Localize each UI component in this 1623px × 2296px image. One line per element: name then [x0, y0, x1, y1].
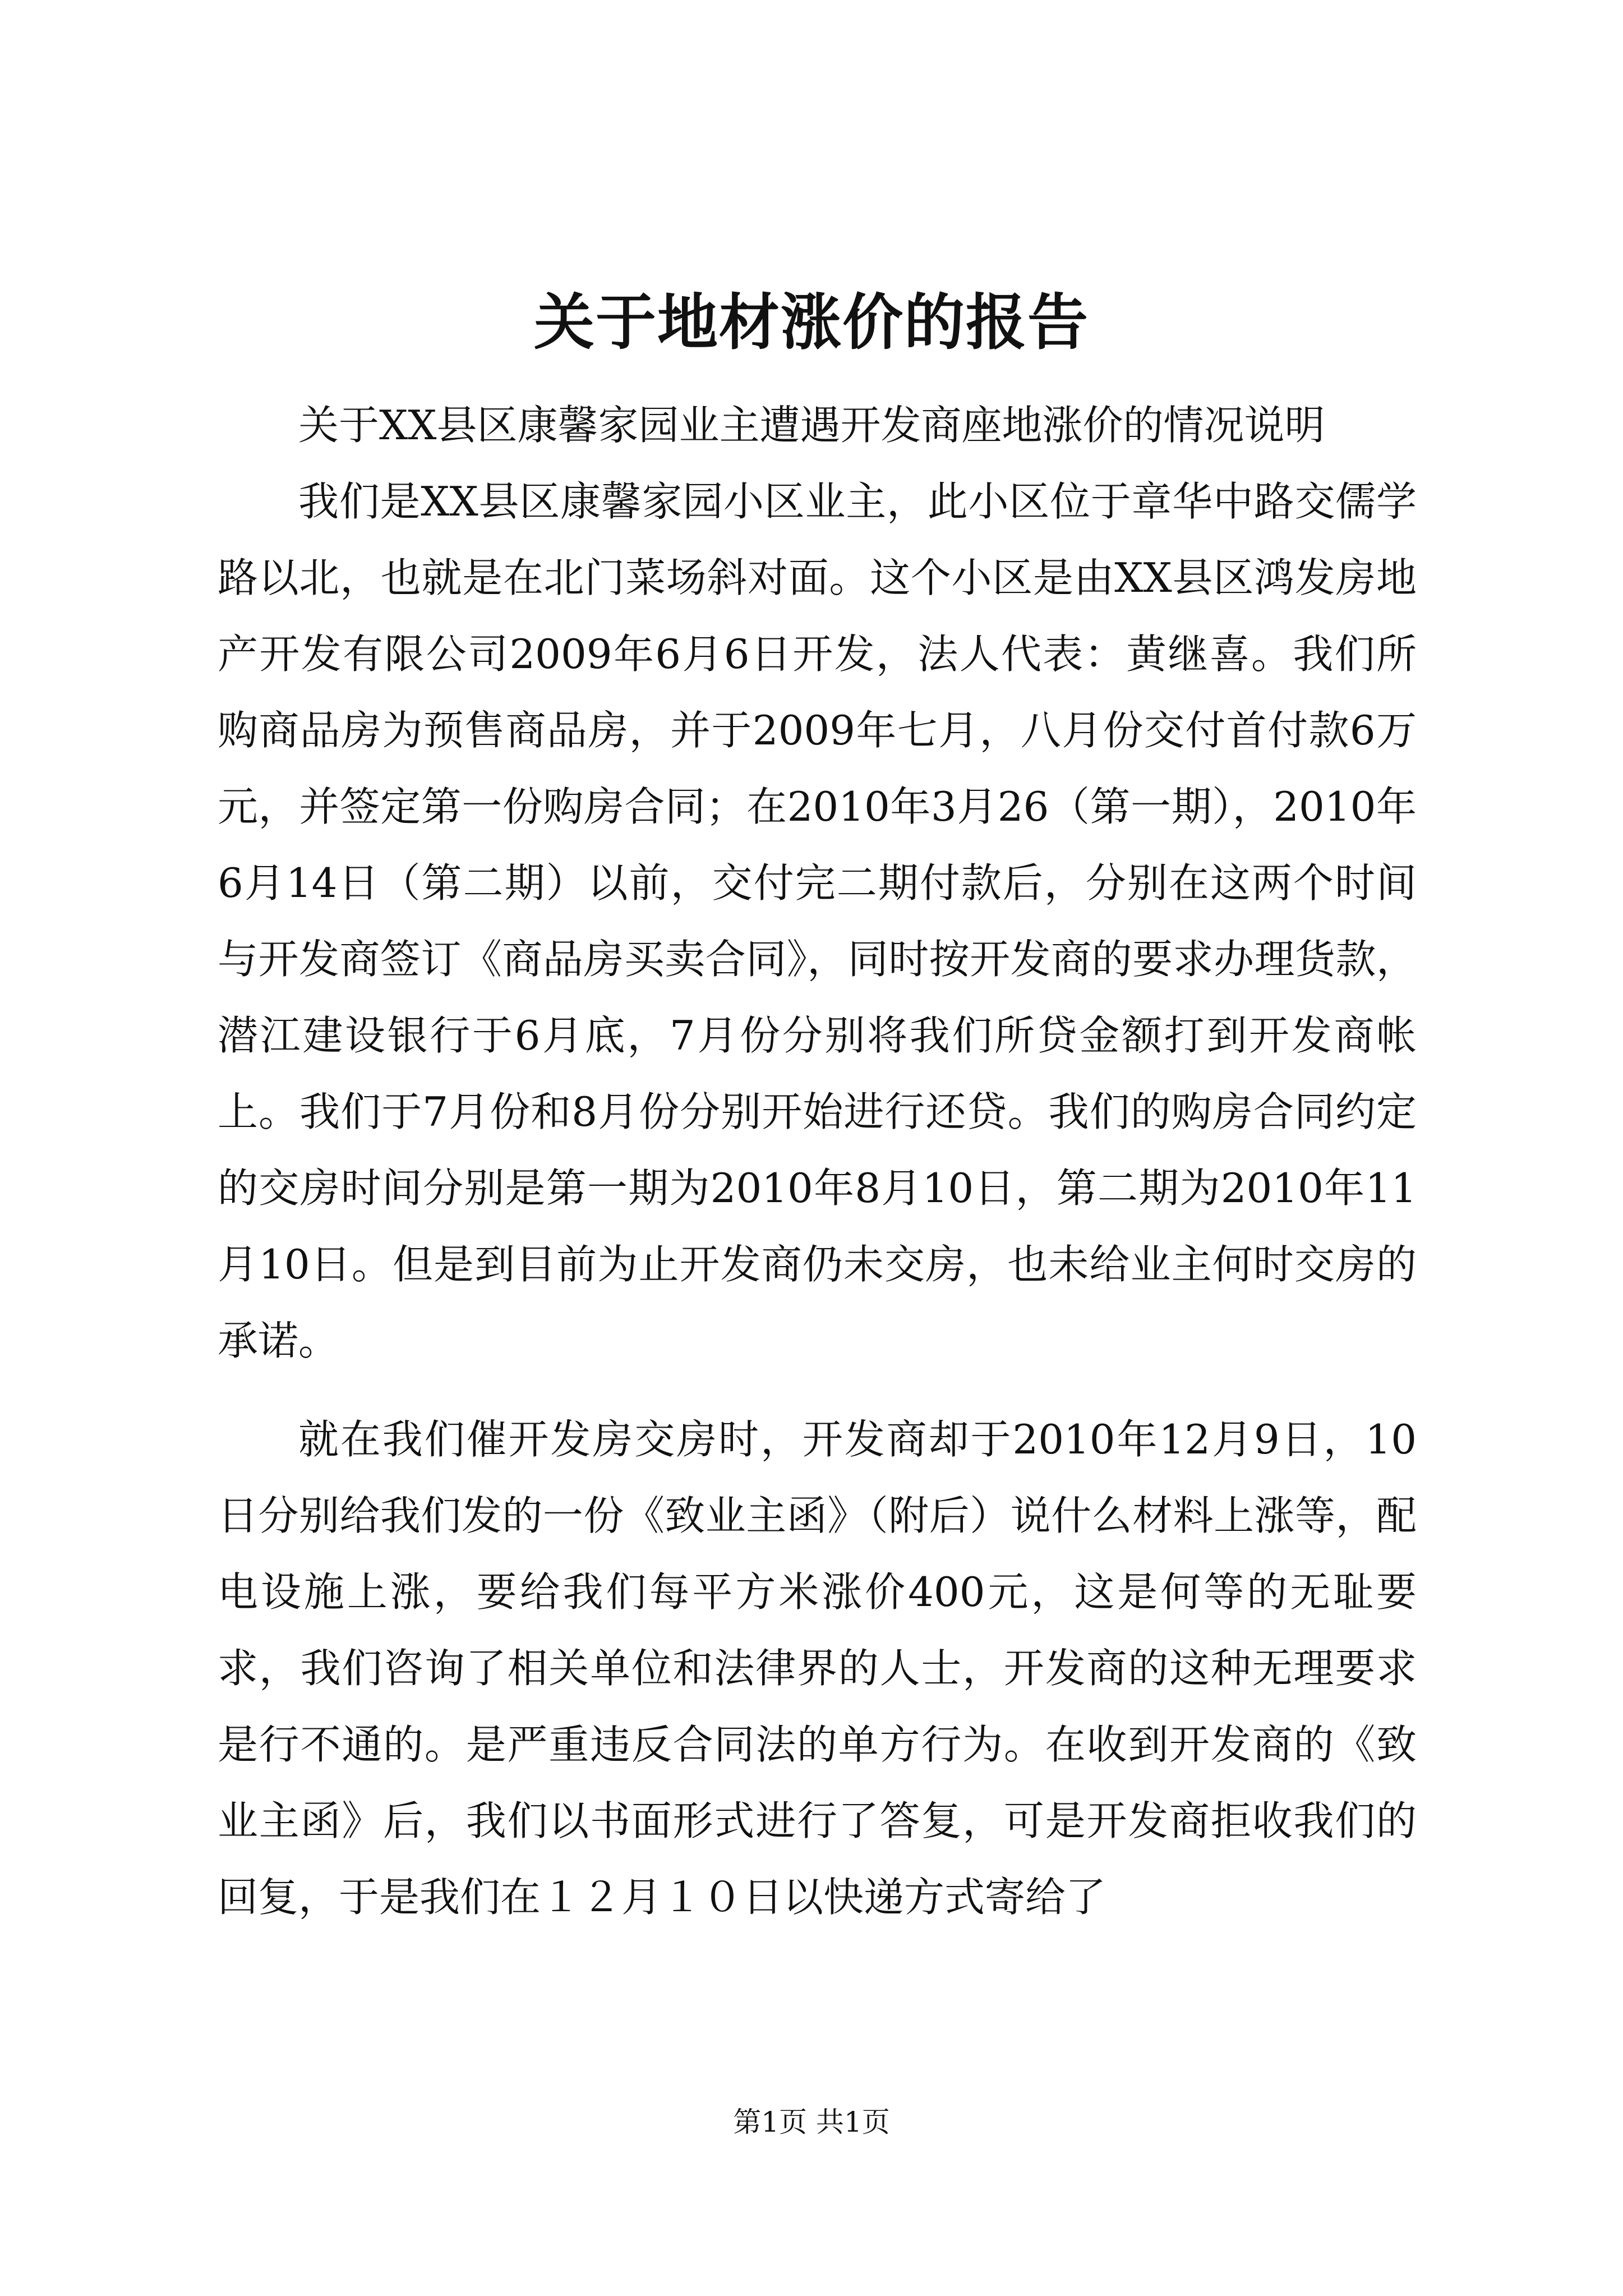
paragraph-1: 我们是XX县区康馨家园小区业主，此小区位于章华中路交儒学路以北，也就是在北门菜场斜对面。这个小区是由XX县区鸿发房地产开发有限公司2009年6月6日开发，法人代表：黄继喜。我们所购商品房为预售商品房，并于2009年七月，八月份交付首付款6万元，并签定第一份购房合同；在2010年3月26（第一期），2010年6月14日（第二期）以前，交付完二期付款后，分别在这两个时间与开发商签订《商品房买卖合同》，同时按开发商的要求办理货款，潜江建设银行于6月底，7月份分别将我们所贷金额打到开发商帐上。我们于7月份和8月份分别开始进行还贷。我们的购房合同约定的交房时间分别是第一期为2010年8月10日，第二期为2010年11月10日。但是到目前为止开发商仍未交房，也未给业主何时交房的承诺。 [218, 478, 1417, 1364]
document-title: 关于地材涨价的报告 [533, 287, 1089, 358]
paragraph-2: 就在我们催开发房交房时，开发商却于2010年12月9日，10日分别给我们发的一份《致业主函》（附后）说什么材料上涨等，配电设施上涨，要给我们每平方米涨价400元，这是何等的无耻要求，我们咨询了相关单位和法律界的人士，开发商的这种无理要求是行不通的。是严重违反合同法的单方行为。在收到开发商的《致业主函》后，我们以书面形式进行了答复，可是开发商拒收我们的回复，于是我们在１２月１０日以快递方式寄给了 [218, 1416, 1417, 1921]
document-body [218, 387, 1417, 1935]
paragraph-heading: 关于XX县区康馨家园业主遭遇开发商座地涨价的情况说明 [298, 402, 1325, 449]
page-number-footer: 第1页 共1页 [733, 2106, 890, 2138]
